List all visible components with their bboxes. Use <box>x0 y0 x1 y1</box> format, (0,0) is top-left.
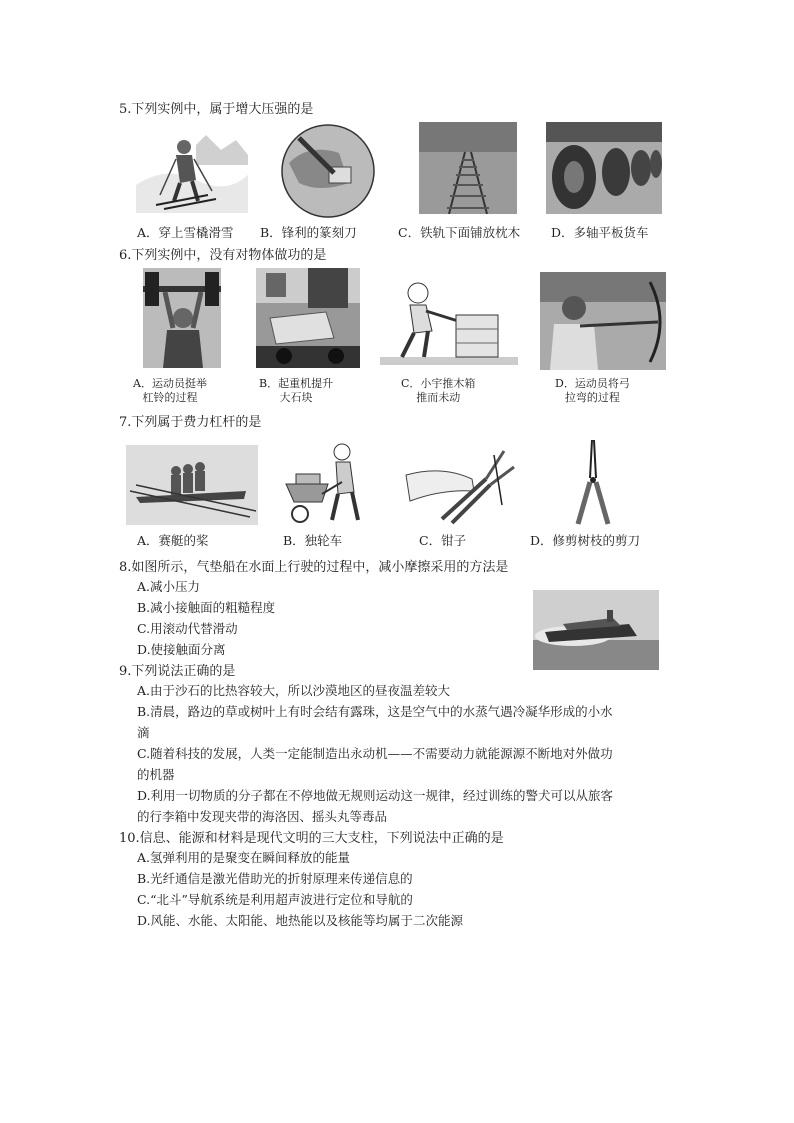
q9-option-b-cont: 滴 <box>137 725 150 740</box>
hovercraft-image <box>533 590 659 670</box>
question-9-stem: 9.下列说法正确的是 <box>119 664 236 679</box>
q6-option-a <box>133 377 207 405</box>
q5-option-b: B．锋利的篆刻刀 <box>260 225 357 240</box>
q6-option-a-line2: 杠铃的过程 <box>142 391 198 404</box>
q6-option-b-line1: B．起重机提升 <box>259 377 334 390</box>
question-6-stem: 6.下列实例中，没有对物体做功的是 <box>119 248 327 263</box>
q9-option-c-cont: 的机器 <box>137 767 175 782</box>
q9-option-c: C.随着科技的发展，人类一定能制造出永动机——不需要动力就能源源不断地对外做功 <box>137 746 613 761</box>
wheelbarrow-image <box>280 440 370 525</box>
q6-option-c-line1: C．小宇推木箱 <box>401 377 476 390</box>
weightlifter-image <box>143 268 221 368</box>
q6-option-b <box>259 377 333 405</box>
archer-image <box>540 272 666 370</box>
rowing-boat-image <box>126 445 258 525</box>
q9-option-d-cont: 的行李箱中发现夹带的海洛因、摇头丸等毒品 <box>137 809 388 824</box>
q8-option-c: C.用滚动代替滑动 <box>137 621 238 636</box>
q9-option-a: A.由于沙石的比热容较大，所以沙漠地区的昼夜温差较大 <box>137 683 451 698</box>
q6-option-b-line2: 大石块 <box>279 391 313 404</box>
pliers-image <box>402 445 518 527</box>
q8-option-d: D.使接触面分离 <box>137 642 226 657</box>
pruning-shears-image <box>568 438 618 528</box>
q6-option-d <box>555 377 630 405</box>
q10-option-c: C.“北斗”导航系统是利用超声波进行定位和导航的 <box>137 892 413 907</box>
q7-option-a: A．赛艇的桨 <box>137 533 209 548</box>
q10-option-d: D.风能、水能、太阳能、地热能以及核能等均属于二次能源 <box>137 913 464 928</box>
q6-option-d-line2: 拉弯的过程 <box>564 391 620 404</box>
q5-option-c: C．铁轨下面铺放枕木 <box>398 225 521 240</box>
railway-track-image <box>419 122 517 214</box>
flatbed-truck-image <box>546 122 662 214</box>
engraving-knife-image <box>279 123 377 219</box>
q7-option-d: D．修剪树枝的剪刀 <box>530 533 641 548</box>
q7-option-c: C．钳子 <box>419 533 467 548</box>
q8-option-a: A.减小压力 <box>137 579 201 594</box>
q6-option-c <box>401 377 475 405</box>
q9-option-b: B.清晨，路边的草或树叶上有时会结有露珠，这是空气中的水蒸气遇冷凝华形成的小水 <box>137 704 613 719</box>
q10-option-a: A.氢弹利用的是聚变在瞬间释放的能量 <box>137 850 351 865</box>
q10-option-b: B.光纤通信是激光借助光的折射原理来传递信息的 <box>137 871 413 886</box>
push-box-image <box>380 271 518 369</box>
question-8-stem: 8.如图所示，气垫船在水面上行驶的过程中，减小摩擦采用的方法是 <box>119 560 509 575</box>
q5-option-a: A．穿上雪橇滑雪 <box>137 225 234 240</box>
q7-option-b: B．独轮车 <box>283 533 343 548</box>
question-10-stem: 10.信息、能源和材料是现代文明的三大支柱，下列说法中正确的是 <box>119 831 504 846</box>
q6-option-d-line1: D．运动员将弓 <box>555 377 630 390</box>
question-7-stem: 7.下列属于费力杠杆的是 <box>119 415 262 430</box>
crane-stone-image <box>256 268 360 368</box>
q6-option-a-line1: A．运动员挺举 <box>133 377 207 390</box>
skier-image <box>136 125 248 213</box>
question-5-stem: 5.下列实例中，属于增大压强的是 <box>119 102 314 117</box>
q5-option-d: D．多轴平板货车 <box>551 225 649 240</box>
q6-option-c-line2: 推而未动 <box>416 391 461 404</box>
q9-option-d: D.利用一切物质的分子都在不停地做无规则运动这一规律，经过训练的警犬可以从旅客 <box>137 788 614 803</box>
q8-option-b: B.减小接触面的粗糙程度 <box>137 600 276 615</box>
